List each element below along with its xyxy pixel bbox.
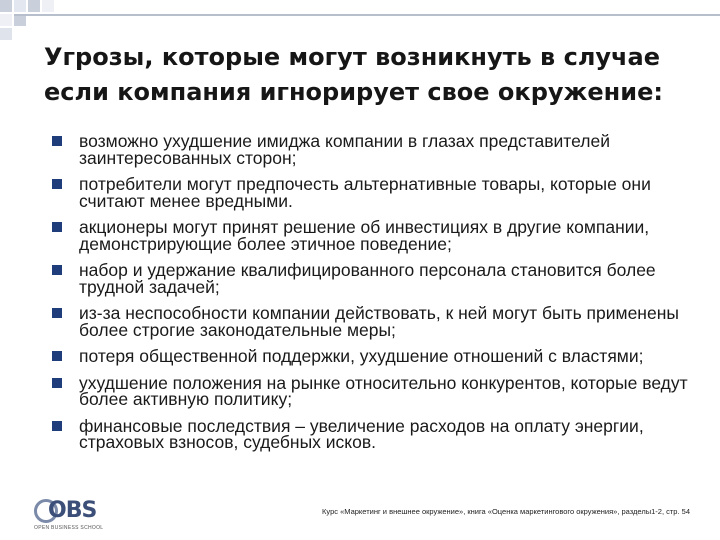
- list-item: [52, 372, 692, 409]
- footer-citation: Курс «Маркетинг и внешнее окружение», книга «Оценка маркетингового окружения», разделы1-2, стр. 54: [322, 507, 690, 516]
- list-item: [52, 305, 692, 338]
- square-bullet-icon: [52, 421, 62, 431]
- slide-title: Угрозы, которые могут возникнуть в случае если компания игнорирует свое окружение:: [44, 43, 663, 106]
- list-item: [52, 176, 692, 209]
- square-bullet-icon: [52, 378, 62, 388]
- corner-decoration: [0, 0, 60, 40]
- square-bullet-icon: [52, 265, 62, 275]
- list-item: [52, 219, 692, 252]
- list-item-text: акционеры могут принят решение об инвестициях в другие компании, демонстрирующие более этичное поведение;: [79, 217, 650, 254]
- list-item-text: ухудшение положения на рынке относительно конкурентов, которые ведут более активную политику;: [79, 372, 688, 409]
- list-item: [52, 262, 692, 295]
- square-bullet-icon: [52, 308, 62, 318]
- list-item-text: набор и удержание квалифицированного персонала становится более трудной задачей;: [79, 260, 656, 297]
- square-bullet-icon: [52, 351, 62, 361]
- title-rule: [14, 14, 720, 16]
- list-item-text: из-за неспособности компании действовать, к ней могут быть применены более строгие законодательные меры;: [79, 303, 679, 340]
- list-item: [52, 348, 692, 365]
- list-item-text: финансовые последствия – увеличение расходов на оплату энергии, страховых взносов, судебных исков.: [79, 415, 644, 452]
- list-item-text: потеря общественной поддержки, ухудшение отношений с властями;: [79, 346, 644, 366]
- list-item: [52, 133, 692, 166]
- square-bullet-icon: [52, 179, 62, 189]
- obs-logo: [34, 497, 104, 531]
- list-item-text: потребители могут предпочесть альтернативные товары, которые они считают менее вредными.: [79, 174, 651, 211]
- bullet-list: [52, 133, 692, 461]
- list-item: [52, 415, 692, 452]
- square-bullet-icon: [52, 136, 62, 146]
- logo-subtext: OPEN BUSINESS SCHOOL: [34, 525, 104, 531]
- square-bullet-icon: [52, 222, 62, 232]
- list-item-text: возможно ухудшение имиджа компании в глазах представителей заинтересованных сторон;: [79, 131, 610, 168]
- logo-text: OBS: [48, 498, 97, 523]
